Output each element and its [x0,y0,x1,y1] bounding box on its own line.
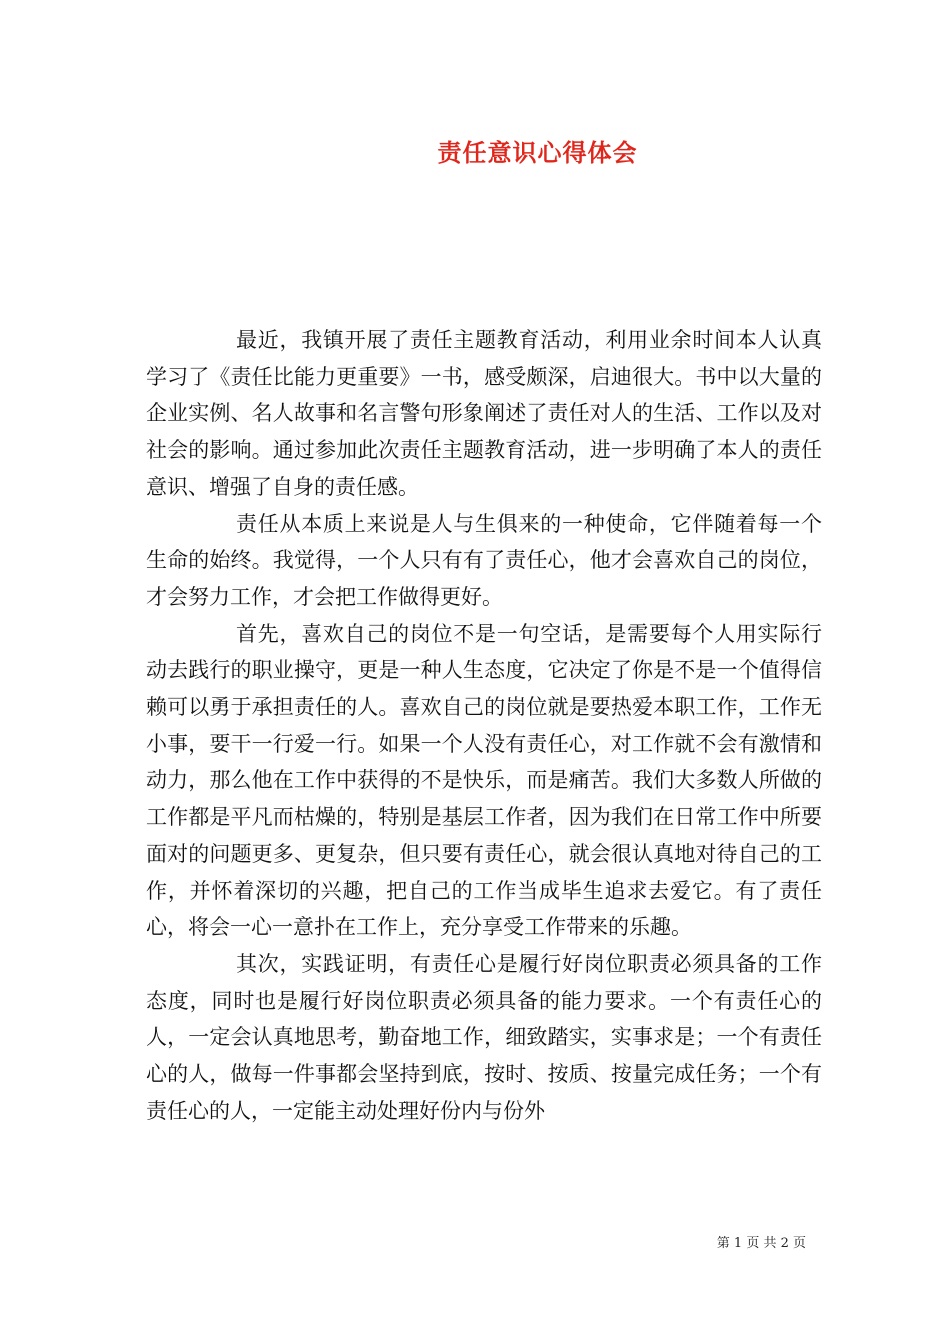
paragraph: 最近，我镇开展了责任主题教育活动，利用业余时间本人认真学习了《责任比能力更重要》一书，感受颇深，启迪很大。书中以大量的企业实例、名人故事和名言警句形象阐述了责任对人的生活、工作以及对社会的影响。通过参加此次责任主题教育活动，进一步明确了本人的责任意识、增强了自身的责任感。 [146,328,822,499]
paragraph: 其次，实践证明，有责任心是履行好岗位职责必须具备的工作态度，同时也是履行好岗位职责必须具备的能力要求。一个有责任心的人，一定会认真地思考，勤奋地工作，细致踏实，实事求是；一个有责任心的人，做每一件事都会坚持到底，按时、按质、按量完成任务；一个有责任心的人，一定能主动处理好份内与份外 [146,951,822,1123]
page-number-footer: 第 1 页 共 2 页 [716,1236,806,1251]
document-title: 责任意识心得体会 [437,138,638,167]
paragraph: 责任从本质上来说是人与生俱来的一种使命，它伴随着每一个生命的始终。我觉得，一个人只有有了责任心，他才会喜欢自己的岗位，才会努力工作，才会把工作做得更好。 [146,511,822,609]
document-body [146,322,822,1129]
paragraph: 首先，喜欢自己的岗位不是一句空话，是需要每个人用实际行动去践行的职业操守，更是一种人生态度，它决定了你是不是一个值得信赖可以勇于承担责任的人。喜欢自己的岗位就是要热爱本职工作，工作无小事，要干一行爱一行。如果一个人没有责任心，对工作就不会有激情和动力，那么他在工作中获得的不是快乐，而是痛苦。我们大多数人所做的工作都是平凡而枯燥的，特别是基层工作者，因为我们在日常工作中所要面对的问题更多、更复杂，但只要有责任心，就会很认真地对待自己的工作，并怀着深切的兴趣，把自己的工作当成毕生追求去爱它。有了责任心，将会一心一意扑在工作上，充分享受工作带来的乐趣。 [146,621,822,940]
